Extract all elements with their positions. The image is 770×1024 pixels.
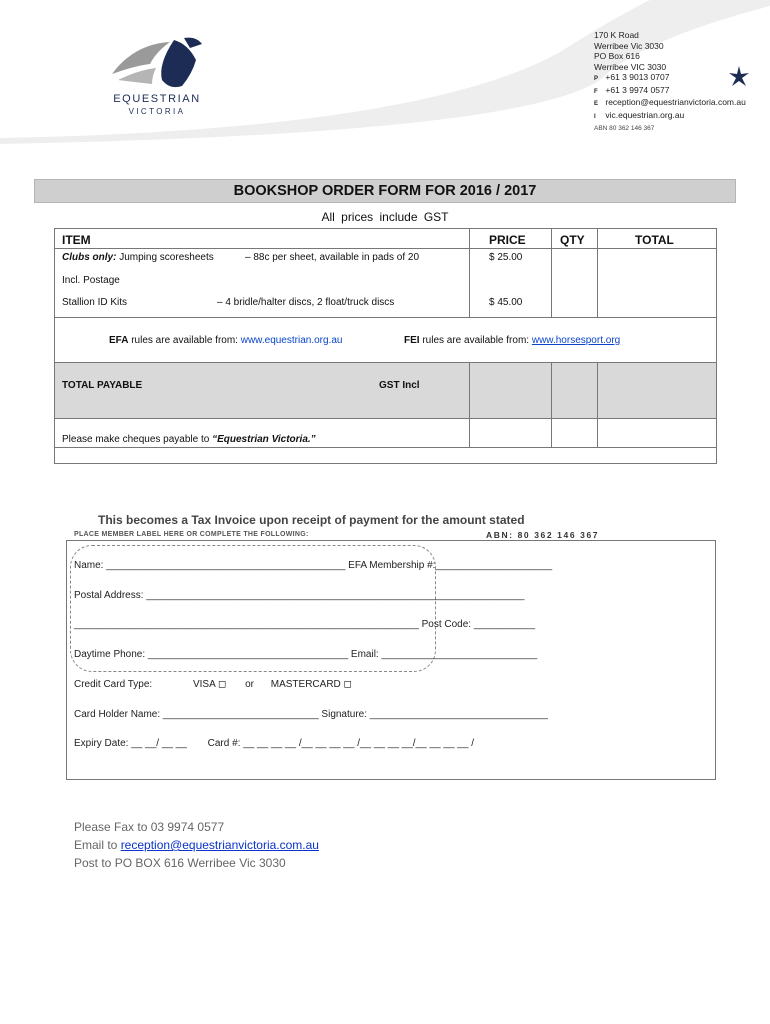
credit-card-type-row (74, 679, 352, 690)
postal-address-field[interactable]: Postal Address: ____________________________________________________________________ (74, 590, 525, 601)
email-link[interactable]: reception@equestrianvictoria.com.au (120, 838, 319, 852)
contact-email[interactable]: reception@equestrianvictoria.com.au (605, 97, 746, 107)
table-row (62, 252, 214, 263)
total-payable-label: TOTAL PAYABLE (62, 380, 143, 391)
row-price: $ 45.00 (489, 297, 523, 308)
header-price: PRICE (489, 233, 526, 247)
visa-checkbox[interactable]: VISA ◻ (192, 679, 227, 690)
row-extra: Incl. Postage (62, 275, 120, 286)
southern-cross-star-icon (728, 66, 750, 88)
cheque-payee: “Equestrian Victoria.” (212, 434, 316, 445)
email-instruction (74, 836, 319, 854)
row-description: – 88c per sheet, available in pads of 20 (245, 252, 420, 263)
header-qty: QTY (560, 233, 585, 247)
tax-invoice-heading: This becomes a Tax Invoice upon receipt of payment for the amount stated (98, 513, 525, 527)
cc-type-label: Credit Card Type: (74, 679, 153, 690)
cardholder-signature-field[interactable]: Card Holder Name: ____________________________ Signature: ________________________________ (74, 709, 548, 720)
web-key: I (594, 113, 596, 120)
fax-number: +61 3 9974 0577 (605, 84, 670, 95)
contact-website[interactable]: vic.equestrian.org.au (605, 109, 685, 120)
expiry-date-field[interactable]: Expiry Date: __ __/ __ __ (74, 738, 187, 749)
submission-instructions (74, 818, 319, 872)
invoice-abn: ABN: 80 362 146 367 (486, 530, 600, 540)
form-title-bar (34, 179, 736, 203)
member-label-instruction: PLACE MEMBER LABEL HERE OR COMPLETE THE FOLLOWING: (74, 531, 309, 538)
post-instruction: Post to PO BOX 616 Werribee Vic 3030 (74, 856, 286, 870)
mastercard-checkbox[interactable]: MASTERCARD ◻ (270, 679, 352, 690)
logo-subtitle: VICTORIA (128, 107, 186, 116)
address-line-2: Werribee Vic 3030 (594, 40, 664, 51)
gst-incl-label: GST Incl (379, 380, 420, 391)
phone-row (594, 72, 746, 85)
address-line-1: 170 K Road (594, 30, 639, 40)
web-row (594, 110, 746, 123)
efa-text: rules are available from: (128, 335, 241, 346)
email-row (594, 97, 746, 110)
logo-wordmark: EQUESTRIAN (113, 93, 201, 105)
row-lead: Clubs only: (62, 252, 117, 263)
postcode-field[interactable]: ______________________________________________________________ Post Code: ___________ (74, 619, 536, 630)
or-label: or (245, 679, 254, 690)
fei-rules-note (404, 335, 620, 346)
fax-key: F (594, 88, 598, 95)
fei-text: rules are available from: (419, 335, 532, 346)
form-title: BOOKSHOP ORDER FORM FOR 2016 / 2017 (233, 183, 537, 199)
contact-block (594, 30, 746, 135)
card-number-field[interactable]: Card #: __ __ __ __ /__ __ __ __ /__ __ __ __/__ __ __ __ / (207, 738, 474, 749)
fei-lead: FEI (404, 335, 420, 346)
efa-rules-link[interactable]: www.equestrian.org.au (240, 335, 343, 346)
row-price: $ 25.00 (489, 252, 523, 263)
header-item: ITEM (62, 233, 91, 247)
phone-number: +61 3 9013 0707 (605, 72, 670, 82)
row-description: – 4 bridle/halter discs, 2 float/truck discs (217, 297, 395, 308)
order-table (54, 228, 717, 464)
fax-instruction: Please Fax to 03 9974 0577 (74, 820, 225, 834)
phone-email-field[interactable]: Daytime Phone: ____________________________________ Email: ____________________________ (74, 649, 538, 660)
fax-row (594, 85, 746, 98)
header-total: TOTAL (635, 233, 674, 247)
phone-key: P (594, 76, 599, 82)
cheque-note (62, 434, 316, 445)
row-item-name: Stallion ID Kits (62, 297, 128, 308)
email-lead: Email to (74, 838, 121, 852)
gst-note: All prices include GST (321, 210, 449, 224)
efa-rules-note (109, 335, 342, 346)
expiry-card-row (74, 738, 474, 749)
efa-lead: EFA (109, 335, 129, 346)
email-key: E (594, 101, 599, 107)
row-item-name: Jumping scoresheets (116, 252, 214, 263)
po-box-line-1: PO Box 616 (594, 51, 640, 61)
name-membership-field[interactable]: Name: ___________________________________________ EFA Membership #:_____________________ (74, 560, 553, 571)
cheque-text: Please make cheques payable to (62, 434, 213, 445)
fei-rules-link[interactable]: www.horsesport.org (531, 335, 621, 346)
po-box-line-2: Werribee VIC 3030 (594, 61, 667, 72)
header-abn: ABN 80 362 146 367 (594, 125, 655, 132)
